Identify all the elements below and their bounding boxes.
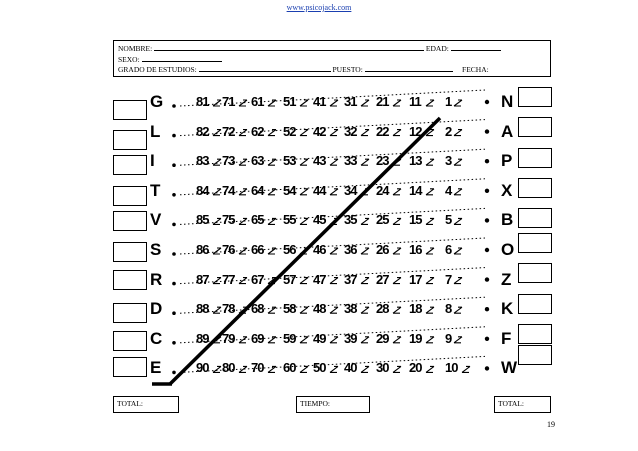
grid-number: 24 [376, 182, 389, 198]
start-dot [172, 223, 176, 227]
grid-number: 80 [222, 360, 235, 376]
arrow-mark [300, 366, 308, 372]
grid-number: 71 [222, 94, 235, 109]
start-dot [172, 104, 176, 108]
right-answer-box[interactable] [518, 345, 552, 365]
left-letter: R [150, 269, 163, 289]
grid-number: 20 [409, 360, 422, 376]
arrow-mark [213, 366, 221, 372]
grid-number: 29 [376, 330, 389, 346]
grid-number: 14 [409, 182, 422, 198]
right-answer-box[interactable] [518, 148, 552, 168]
grid-number: 64 [251, 182, 264, 198]
dotted-connectors [172, 90, 489, 374]
arrow-mark [330, 278, 338, 284]
right-letter: A [501, 121, 514, 141]
arrow-mark [330, 366, 338, 372]
total-left-label: TOTAL: [117, 399, 143, 408]
arrow-mark [300, 337, 308, 343]
arrow-mark [454, 100, 462, 106]
grid-number: 13 [409, 153, 422, 169]
edad-label: EDAD: [425, 44, 449, 53]
start-dot [172, 252, 176, 256]
grid-number: 33 [344, 153, 357, 169]
sexo-label: SEXO: [118, 54, 140, 64]
end-dot [485, 189, 489, 193]
arrow-mark [300, 130, 308, 136]
grid-number: 44 [313, 182, 326, 198]
grid-number: 58 [283, 301, 296, 317]
arrow-mark [393, 189, 401, 195]
right-answer-box[interactable] [518, 208, 552, 228]
grid-number: 41 [313, 94, 326, 109]
arrow-mark [462, 366, 470, 372]
grid-number: 36 [344, 242, 357, 257]
start-dot [172, 311, 176, 315]
left-answer-box[interactable] [113, 155, 147, 175]
end-dot [485, 129, 489, 133]
right-letter: O [501, 240, 515, 259]
arrow-mark [330, 337, 338, 343]
grid-number: 19 [409, 330, 422, 346]
right-letter: F [501, 328, 512, 348]
grid-number: 15 [409, 212, 422, 228]
arrow-mark [361, 130, 369, 136]
grid-number: 34 [344, 182, 357, 198]
page-number: 19 [547, 420, 555, 429]
grid-number: 26 [376, 242, 389, 257]
arrow-mark [361, 248, 369, 254]
arrow-mark [300, 159, 308, 165]
start-dot [172, 134, 176, 138]
arrow-mark [454, 218, 462, 224]
grid-number: 85 [196, 212, 209, 228]
left-letter: L [150, 121, 161, 141]
arrow-mark [300, 278, 308, 284]
start-dot [172, 193, 176, 197]
start-dot [172, 163, 176, 167]
grid-number: 5 [445, 212, 452, 228]
right-letter: P [501, 151, 513, 171]
grado-label: GRADO DE ESTUDIOS: [118, 65, 197, 74]
arrow-mark [426, 189, 434, 195]
end-dot [485, 366, 489, 370]
grid-number: 21 [376, 94, 389, 109]
grid-number: 67 [251, 271, 264, 287]
end-dot [485, 248, 489, 252]
left-letter: E [150, 358, 162, 378]
end-dot [485, 277, 489, 281]
grid-number: 16 [409, 242, 422, 257]
arrow-mark [426, 307, 434, 313]
grid-number: 53 [283, 153, 296, 169]
arrow-mark [213, 248, 221, 254]
tiempo-box[interactable] [296, 396, 370, 413]
left-letter: T [150, 180, 161, 200]
arrow-mark [361, 100, 369, 106]
grid-number: 66 [251, 242, 264, 257]
grid-number: 4 [445, 182, 452, 198]
grid-number: 56 [283, 242, 296, 257]
arrow-mark [361, 159, 369, 165]
right-letter: X [501, 180, 513, 200]
diagonal-cut-line [170, 118, 440, 384]
grid-number: 27 [376, 271, 389, 287]
left-answer-box[interactable] [113, 303, 147, 323]
arrow-mark [213, 130, 221, 136]
right-answer-box[interactable] [518, 117, 552, 137]
grid-number: 49 [313, 330, 326, 346]
grid-number: 57 [283, 271, 296, 287]
arrow-mark [426, 218, 434, 224]
arrow-mark [393, 218, 401, 224]
arrow-mark [361, 218, 369, 224]
left-letter: S [150, 240, 162, 259]
grid-number: 1 [445, 94, 452, 109]
arrow-mark [426, 100, 434, 106]
grid-number: 3 [445, 153, 452, 169]
right-answer-box[interactable] [518, 294, 552, 314]
left-answer-box[interactable] [113, 100, 147, 120]
grid-number: 72 [222, 123, 235, 139]
grid-number: 12 [409, 123, 422, 139]
total-right-box[interactable] [494, 396, 551, 413]
grid-number: 86 [196, 242, 209, 257]
total-right-label: TOTAL: [498, 399, 524, 408]
grid-number: 51 [283, 94, 296, 109]
arrow-mark [393, 130, 401, 136]
grid-number: 87 [196, 271, 209, 287]
grid-number: 9 [445, 330, 452, 346]
arrow-mark [426, 248, 434, 254]
grid-number: 84 [196, 182, 209, 198]
arrow-mark [213, 100, 221, 106]
puesto-label: PUESTO: [332, 65, 363, 74]
arrow-mark [393, 100, 401, 106]
arrow-mark [361, 337, 369, 343]
grid-number: 75 [222, 212, 235, 228]
arrow-mark [454, 307, 462, 313]
grid-number: 30 [376, 360, 389, 376]
arrow-mark [361, 366, 369, 372]
grid-number: 2 [445, 123, 452, 139]
arrow-mark [393, 366, 401, 372]
grid-number: 25 [376, 212, 389, 228]
grid-number: 28 [376, 301, 389, 317]
start-dot [172, 341, 176, 345]
arrow-mark [393, 307, 401, 313]
left-letter: V [150, 210, 162, 230]
left-answer-box[interactable] [113, 211, 147, 231]
grid-number: 31 [344, 94, 357, 109]
grid-number: 68 [251, 301, 264, 317]
start-dot [172, 282, 176, 286]
right-answer-box[interactable] [518, 233, 552, 253]
arrow-mark [213, 218, 221, 224]
arrow-mark [426, 159, 434, 165]
grid-number: 46 [313, 242, 326, 257]
grid-number: 6 [445, 242, 452, 257]
right-letter: Z [501, 269, 512, 289]
grid-number: 43 [313, 153, 326, 169]
grid-number: 61 [251, 94, 264, 109]
grid-number: 47 [313, 271, 326, 287]
arrow-mark [300, 307, 308, 313]
arrow-mark [454, 248, 462, 254]
end-dot [485, 218, 489, 222]
arrow-mark [300, 189, 308, 195]
grid-number: 18 [409, 301, 422, 317]
arrow-mark [454, 337, 462, 343]
grid-number: 82 [196, 123, 209, 139]
grid-number: 78 [222, 301, 235, 317]
grid-number: 38 [344, 301, 357, 317]
grid-number: 59 [283, 330, 296, 346]
grid-number: 39 [344, 330, 357, 346]
left-answer-box[interactable] [113, 130, 147, 150]
grid-number: 35 [344, 212, 357, 228]
arrow-mark [454, 189, 462, 195]
grid-number: 10 [445, 360, 458, 376]
arrow-mark [330, 100, 338, 106]
site-url[interactable]: www.psicojack.com [286, 3, 352, 12]
right-answer-box[interactable] [518, 87, 552, 107]
fecha-label: FECHA: [462, 65, 489, 74]
start-dot [172, 371, 176, 375]
arrow-mark [213, 189, 221, 195]
left-answer-box[interactable] [113, 270, 147, 290]
left-answer-box[interactable] [113, 186, 147, 206]
grid-number: 81 [196, 94, 209, 109]
arrow-mark [330, 248, 338, 254]
grid-number: 42 [313, 123, 326, 139]
right-answer-box[interactable] [518, 263, 552, 283]
arrow-mark [300, 218, 308, 224]
arrow-mark [330, 159, 338, 165]
arrow-mark [213, 278, 221, 284]
left-letter: C [150, 328, 163, 348]
tiempo-label: TIEMPO: [300, 399, 330, 408]
grid-number: 69 [251, 330, 264, 346]
grid-number: 76 [222, 242, 235, 257]
grid-number: 22 [376, 123, 389, 139]
arrow-mark [213, 307, 221, 313]
nombre-label: NOMBRE: [118, 44, 153, 53]
arrow-mark [213, 159, 221, 165]
arrow-mark [361, 278, 369, 284]
grid-number: 11 [409, 94, 421, 109]
grid-number: 74 [222, 182, 235, 198]
left-letter: D [150, 299, 163, 319]
right-answer-box[interactable] [518, 178, 552, 198]
arrow-mark [393, 278, 401, 284]
arrow-mark [330, 307, 338, 313]
grid-number: 90 [196, 360, 209, 376]
grid-number: 65 [251, 212, 264, 228]
grid-number: 50 [313, 360, 326, 376]
arrow-mark [361, 307, 369, 313]
grid-number: 17 [409, 271, 422, 287]
grid-number: 88 [196, 301, 209, 317]
right-letter: B [501, 210, 514, 230]
left-answer-box[interactable] [113, 357, 147, 377]
arrow-mark [426, 278, 434, 284]
left-answer-box[interactable] [113, 242, 147, 262]
grid-number: 60 [283, 360, 296, 376]
arrow-mark [454, 130, 462, 136]
end-dot [485, 100, 489, 104]
arrow-mark [393, 337, 401, 343]
left-letter: G [150, 92, 164, 111]
grid-number: 23 [376, 153, 389, 169]
end-dot [485, 159, 489, 163]
end-dot [485, 307, 489, 311]
grid-number: 89 [196, 330, 209, 346]
arrow-mark [330, 130, 338, 136]
right-letter: W [501, 358, 518, 378]
grid-number: 62 [251, 123, 264, 139]
grid-number: 73 [222, 153, 235, 169]
grid-number: 45 [313, 212, 326, 228]
right-letter: K [501, 299, 514, 319]
arrow-mark [454, 278, 462, 284]
arrow-mark [454, 159, 462, 165]
grid-number: 8 [445, 301, 452, 317]
grid-number: 52 [283, 123, 296, 139]
grid-number: 83 [196, 153, 209, 169]
left-answer-box[interactable] [113, 331, 147, 351]
right-letter: N [501, 92, 514, 111]
end-dot [485, 337, 489, 341]
grid-number: 37 [344, 271, 357, 287]
arrow-mark [426, 337, 434, 343]
grid-number: 63 [251, 153, 264, 169]
grid-number: 77 [222, 271, 235, 287]
arrow-mark [393, 248, 401, 254]
arrow-mark [426, 366, 434, 372]
grid-number: 79 [222, 330, 235, 346]
total-left-box[interactable] [113, 396, 179, 413]
grid-number: 54 [283, 182, 296, 198]
right-answer-box[interactable] [518, 324, 552, 344]
left-letter: I [150, 151, 155, 171]
grid-number: 70 [251, 360, 264, 376]
grid-number: 48 [313, 301, 326, 317]
grid-number: 32 [344, 123, 357, 139]
grid-number: 7 [445, 271, 452, 287]
arrow-mark [330, 189, 338, 195]
grid-number: 40 [344, 360, 357, 376]
arrow-mark [300, 100, 308, 106]
grid-number: 55 [283, 212, 296, 228]
